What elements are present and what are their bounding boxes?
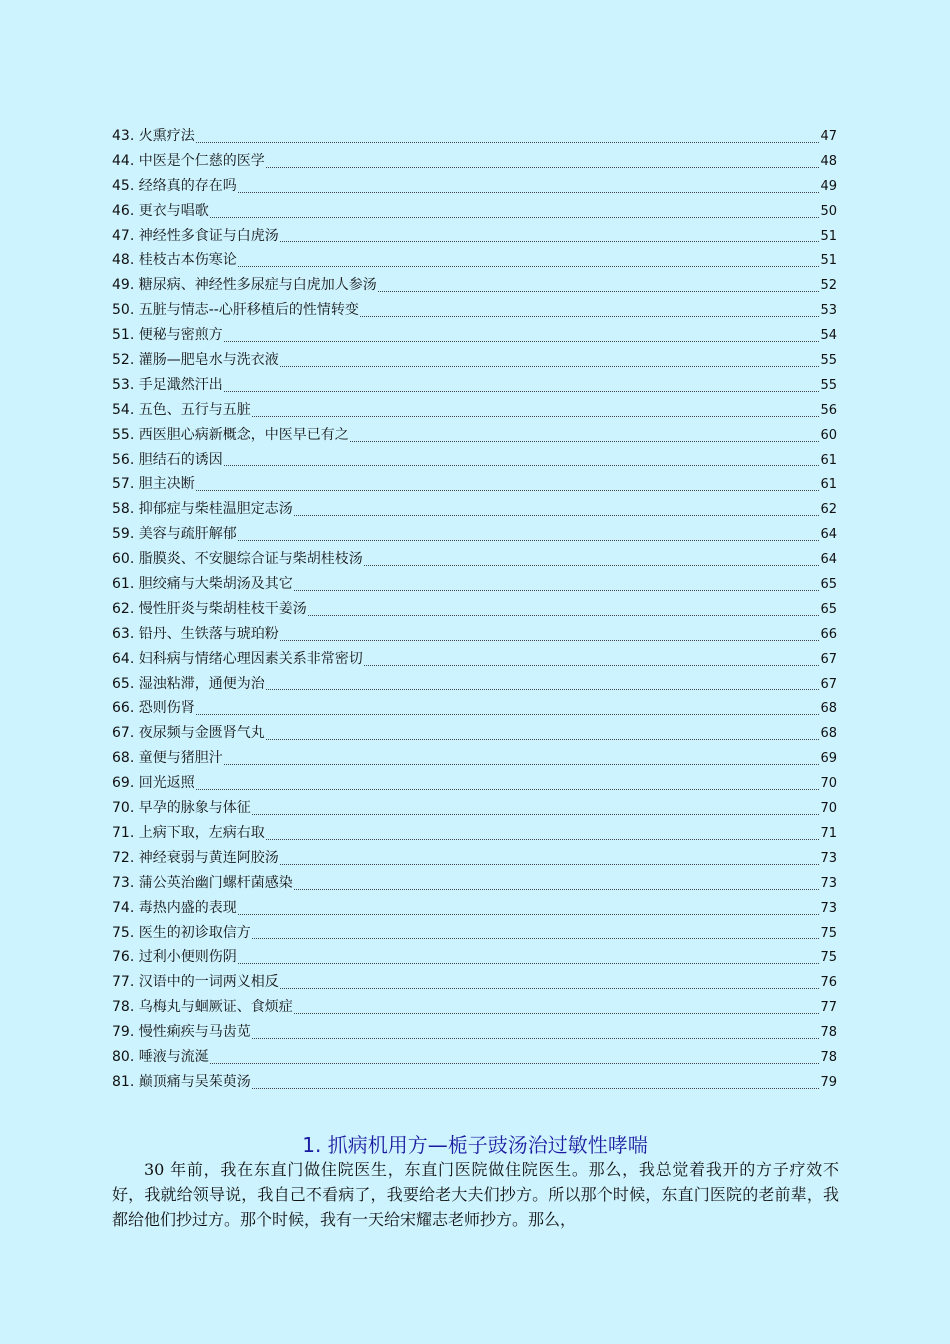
toc-leader-dots — [196, 489, 820, 491]
toc-entry-title: 80. 唾液与流涎 — [112, 1048, 209, 1065]
toc-entry-title: 74. 毒热内盛的表现 — [112, 899, 237, 916]
toc-entry-page: 47 — [820, 129, 837, 144]
toc-entry-title: 61. 胆绞痛与大柴胡汤及其它 — [112, 576, 293, 593]
toc-entry[interactable] — [112, 696, 837, 721]
toc-entry[interactable] — [112, 1045, 837, 1070]
toc-leader-dots — [210, 1062, 820, 1064]
toc-leader-dots — [266, 166, 820, 168]
toc-entry-page: 55 — [820, 377, 837, 393]
toc-leader-dots — [224, 340, 820, 342]
toc-entry[interactable] — [112, 248, 837, 273]
toc-entry[interactable] — [112, 124, 837, 149]
toc-entry-page: 68 — [820, 701, 837, 717]
toc-leader-dots — [280, 987, 820, 989]
toc-entry-title: 65. 湿浊粘滞，通便为治 — [112, 675, 265, 692]
toc-entry-page: 61 — [820, 452, 837, 468]
toc-entry-page: 78 — [820, 1049, 837, 1065]
toc-entry-page: 70 — [820, 801, 837, 817]
toc-leader-dots — [294, 514, 820, 516]
toc-leader-dots — [224, 763, 820, 765]
toc-leader-dots — [196, 788, 820, 790]
toc-entry[interactable] — [112, 821, 837, 846]
toc-entry[interactable] — [112, 572, 837, 597]
toc-entry-page: 54 — [820, 328, 837, 344]
toc-entry[interactable] — [112, 746, 837, 771]
toc-leader-dots — [238, 265, 820, 267]
toc-entry-title: 56. 胆结石的诱因 — [112, 451, 223, 468]
toc-entry-title: 58. 抑郁症与柴桂温胆定志汤 — [112, 501, 293, 518]
toc-entry[interactable] — [112, 721, 837, 746]
toc-leader-dots — [280, 365, 820, 367]
toc-entry[interactable] — [112, 199, 837, 224]
toc-entry-title: 43. 火熏疗法 — [112, 128, 195, 144]
toc-leader-dots — [266, 738, 820, 740]
toc-entry-page: 70 — [820, 776, 837, 792]
section-heading: 1. 抓病机用方—栀子豉汤治过敏性哮喘 — [302, 1133, 648, 1157]
toc-entry[interactable] — [112, 970, 837, 995]
toc-leader-dots — [378, 290, 820, 292]
toc-leader-dots — [210, 216, 820, 218]
toc-entry-title: 72. 神经衰弱与黄连阿胶汤 — [112, 849, 279, 866]
toc-leader-dots — [196, 713, 820, 715]
toc-entry-title: 52. 灌肠—肥皂水与洗衣液 — [112, 352, 279, 369]
toc-leader-dots — [266, 838, 820, 840]
toc-entry[interactable] — [112, 323, 837, 348]
toc-entry-title: 68. 童便与猪胆汁 — [112, 750, 223, 767]
toc-leader-dots — [252, 813, 820, 815]
toc-entry-title: 64. 妇科病与情绪心理因素关系非常密切 — [112, 650, 363, 667]
toc-leader-dots — [252, 1037, 820, 1039]
toc-entry-title: 76. 过利小便则伤阴 — [112, 949, 237, 966]
toc-entry-title: 81. 巅顶痛与吴茱萸汤 — [112, 1073, 251, 1090]
toc-entry-page: 75 — [820, 950, 837, 966]
toc-leader-dots — [224, 464, 820, 466]
toc-entry-title: 62. 慢性肝炎与柴胡桂枝干姜汤 — [112, 600, 307, 617]
toc-entry[interactable] — [112, 547, 837, 572]
toc-leader-dots — [252, 415, 820, 417]
toc-entry[interactable] — [112, 871, 837, 896]
toc-leader-dots — [266, 688, 820, 690]
toc-leader-dots — [280, 639, 820, 641]
toc-leader-dots — [350, 440, 820, 442]
toc-entry[interactable] — [112, 149, 837, 174]
toc-entry[interactable] — [112, 174, 837, 199]
toc-entry[interactable] — [112, 921, 837, 946]
toc-entry-title: 49. 糖尿病、神经性多尿症与白虎加人参汤 — [112, 277, 377, 294]
toc-entry[interactable] — [112, 1070, 837, 1095]
toc-entry-page: 51 — [820, 253, 837, 269]
toc-entry[interactable] — [112, 398, 837, 423]
toc-entry-page: 62 — [820, 502, 837, 518]
toc-entry[interactable] — [112, 995, 837, 1020]
toc-entry-title: 46. 更衣与唱歌 — [112, 202, 209, 219]
toc-entry-title: 71. 上病下取，左病右取 — [112, 824, 265, 841]
toc-entry-title: 79. 慢性痢疾与马齿苋 — [112, 1024, 251, 1041]
toc-entry[interactable] — [112, 672, 837, 697]
toc-entry-page: 50 — [820, 203, 837, 219]
toc-entry-title: 75. 医生的初诊取信方 — [112, 924, 251, 941]
toc-entry-title: 67. 夜尿频与金匮肾气丸 — [112, 725, 265, 742]
toc-entry-title: 63. 铅丹、生铁落与琥珀粉 — [112, 625, 279, 642]
toc-entry[interactable] — [112, 846, 837, 871]
toc-entry-title: 60. 脂膜炎、不安腿综合证与柴胡桂枝汤 — [112, 551, 363, 568]
toc-entry-page: 73 — [820, 875, 837, 891]
toc-leader-dots — [308, 614, 820, 616]
toc-entry-title: 44. 中医是个仁慈的医学 — [112, 152, 265, 169]
toc-entry-page: 73 — [820, 900, 837, 916]
body-paragraph: 30 年前，我在东直门做住院医生，东直门医院做住院医生。那么，我总觉着我开的方子疗效不好，我就给领导说，我自己不看病了，我要给老大夫们抄方。所以那个时候，东直门医院的老前辈，我都给他们抄过方。那个时候，我有一天给宋耀志老师抄方。那么， — [112, 1160, 839, 1229]
toc-entry[interactable] — [112, 522, 837, 547]
toc-entry[interactable] — [112, 298, 837, 323]
toc-entry-page: 67 — [820, 651, 837, 667]
toc-leader-dots — [364, 564, 820, 566]
toc-entry-title: 77. 汉语中的一词两义相反 — [112, 974, 279, 991]
toc-leader-dots — [252, 1087, 820, 1089]
toc-leader-dots — [238, 913, 820, 915]
toc-entry[interactable] — [112, 622, 837, 647]
toc-entry-page: 64 — [820, 552, 837, 568]
toc-entry-title: 50. 五脏与情志--心肝移植后的性情转变 — [112, 302, 359, 319]
toc-entry-title: 70. 早孕的脉象与体征 — [112, 800, 251, 817]
toc-leader-dots — [360, 315, 820, 317]
toc-leader-dots — [294, 888, 820, 890]
toc-leader-dots — [238, 962, 820, 964]
toc-leader-dots — [294, 589, 820, 591]
toc-entry-page: 56 — [820, 402, 837, 418]
toc-leader-dots — [252, 937, 820, 939]
toc-entry[interactable] — [112, 273, 837, 298]
toc-entry-title: 45. 经络真的存在吗 — [112, 177, 237, 194]
toc-entry[interactable] — [112, 448, 837, 473]
toc-entry-page: 48 — [820, 153, 837, 169]
toc-entry[interactable] — [112, 472, 837, 497]
toc-entry-page: 64 — [820, 527, 837, 543]
toc-entry-title: 51. 便秘与密煎方 — [112, 327, 223, 344]
toc-leader-dots — [238, 539, 820, 541]
toc-entry[interactable] — [112, 597, 837, 622]
toc-entry-title: 53. 手足濈然汗出 — [112, 376, 223, 393]
toc-entry-page: 68 — [820, 726, 837, 742]
toc-entry[interactable] — [112, 224, 837, 249]
toc-entry[interactable] — [112, 647, 837, 672]
toc-entry-page: 53 — [820, 303, 837, 319]
toc-entry[interactable] — [112, 796, 837, 821]
toc-entry-page: 49 — [820, 178, 837, 194]
toc-entry-title: 57. 胆主决断 — [112, 476, 195, 493]
toc-entry-page: 65 — [820, 601, 837, 617]
toc-entry-title: 78. 乌梅丸与蛔厥证、食烦症 — [112, 999, 293, 1016]
toc-entry-page: 75 — [820, 925, 837, 941]
toc-entry-page: 71 — [820, 825, 837, 841]
toc-entry-title: 59. 美容与疏肝解郁 — [112, 526, 237, 543]
toc-entry-page: 76 — [820, 975, 837, 991]
toc-entry[interactable] — [112, 896, 837, 921]
table-of-contents — [112, 124, 837, 1095]
toc-entry-page: 77 — [820, 1000, 837, 1016]
toc-entry[interactable] — [112, 348, 837, 373]
toc-entry-page: 69 — [820, 751, 837, 767]
toc-entry-page: 65 — [820, 577, 837, 593]
toc-entry-page: 66 — [820, 626, 837, 642]
toc-entry-page: 78 — [820, 1025, 837, 1041]
toc-entry-page: 52 — [820, 278, 837, 294]
toc-entry-page: 73 — [820, 850, 837, 866]
toc-leader-dots — [224, 390, 820, 392]
toc-entry-title: 55. 西医胆心病新概念，中医早已有之 — [112, 426, 349, 443]
toc-entry-page: 79 — [820, 1074, 837, 1090]
toc-entry[interactable] — [112, 771, 837, 796]
toc-entry[interactable] — [112, 1020, 837, 1045]
toc-leader-dots — [280, 863, 820, 865]
toc-entry-page: 51 — [820, 228, 837, 244]
toc-entry[interactable] — [112, 945, 837, 970]
toc-entry[interactable] — [112, 373, 837, 398]
toc-entry-title: 66. 恐则伤肾 — [112, 700, 195, 717]
toc-entry[interactable] — [112, 423, 837, 448]
toc-entry-page: 61 — [820, 477, 837, 493]
toc-leader-dots — [294, 1012, 820, 1014]
toc-entry-title: 47. 神经性多食证与白虎汤 — [112, 227, 279, 244]
toc-leader-dots — [238, 191, 820, 193]
toc-entry-title: 73. 蒲公英治幽门螺杆菌感染 — [112, 874, 293, 891]
toc-leader-dots — [280, 240, 820, 242]
toc-entry[interactable] — [112, 497, 837, 522]
toc-entry-page: 67 — [820, 676, 837, 692]
toc-entry-title: 54. 五色、五行与五脏 — [112, 401, 251, 418]
toc-entry-page: 55 — [820, 353, 837, 369]
toc-leader-dots — [196, 141, 820, 143]
toc-entry-title: 69. 回光返照 — [112, 775, 195, 792]
toc-entry-page: 60 — [820, 427, 837, 443]
toc-leader-dots — [364, 664, 820, 666]
toc-entry-title: 48. 桂枝古本伤寒论 — [112, 252, 237, 269]
